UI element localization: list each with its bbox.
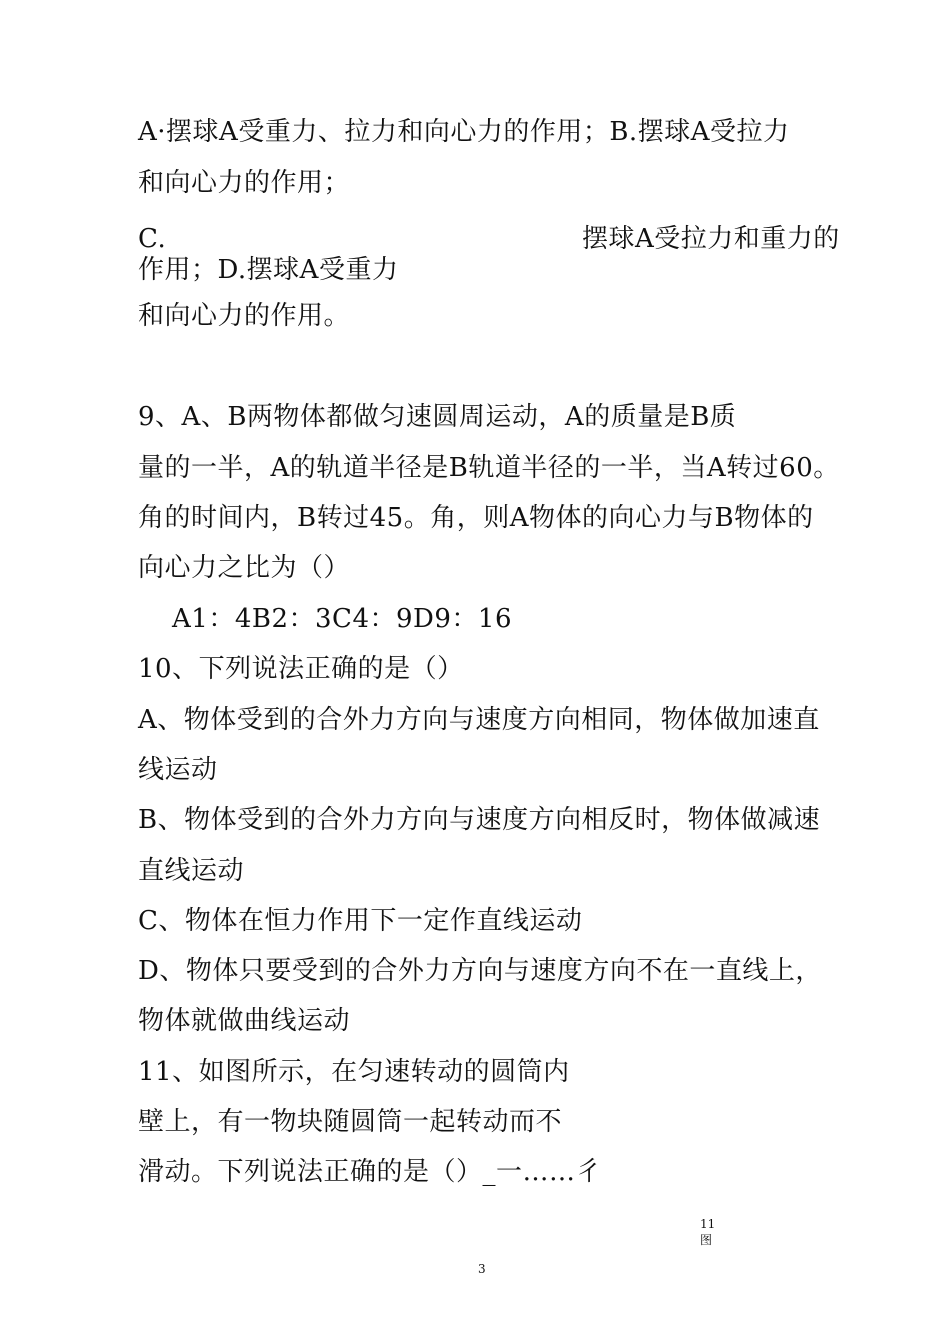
q10-option-a-line-2: 线运动 (138, 755, 218, 785)
q10-option-b-line-2: 直线运动 (138, 856, 245, 886)
q9-line-1: 9、A、B两物体都做匀速圆周运动，A的质量是B质 (138, 402, 737, 432)
q10-stem: 10、下列说法正确的是（） (138, 654, 464, 684)
figure-number: 11 (700, 1217, 716, 1231)
q9-line-2: 量的一半，A的轨道半径是B轨道半径的一半，当A转过60。 (138, 453, 840, 483)
q8-line-5: 和向心力的作用。 (138, 301, 351, 331)
q10-option-d-line-2: 物体就做曲线运动 (138, 1006, 351, 1036)
q8-option-c-text: 摆球A受拉力和重力的 (582, 224, 840, 254)
q9-line-3: 角的时间内，B转过45。角，则A物体的向心力与B物体的 (138, 503, 814, 533)
q11-line-2: 壁上，有一物块随圆筒一起转动而不 (138, 1107, 563, 1137)
q11-line-3: 滑动。下列说法正确的是（）_一……彳 (138, 1157, 603, 1187)
q10-option-b-line-1: B、物体受到的合外力方向与速度方向相反时，物体做减速 (138, 805, 821, 835)
q11-line-1: 11、如图所示，在匀速转动的圆筒内 (138, 1057, 570, 1087)
q10-option-c: C、物体在恒力作用下一定作直线运动 (138, 906, 583, 936)
q8-line-1: A·摆球A受重力、拉力和向心力的作用；B.摆球A受拉力 (138, 117, 790, 147)
q8-option-c-label: C. (138, 224, 167, 254)
figure-label: 图 (700, 1233, 713, 1247)
q9-line-4: 向心力之比为（） (138, 553, 351, 583)
q10-option-a-line-1: A、物体受到的合外力方向与速度方向相同，物体做加速直 (138, 705, 820, 735)
page-number: 3 (478, 1262, 486, 1276)
q8-line-2: 和向心力的作用； (138, 168, 351, 198)
q8-line-4: 作用；D.摆球A受重力 (138, 255, 399, 285)
q10-option-d-line-1: D、物体只要受到的合外力方向与速度方向不在一直线上， (138, 956, 822, 986)
q9-options: A1：4B2：3C4：9D9：16 (172, 604, 513, 634)
